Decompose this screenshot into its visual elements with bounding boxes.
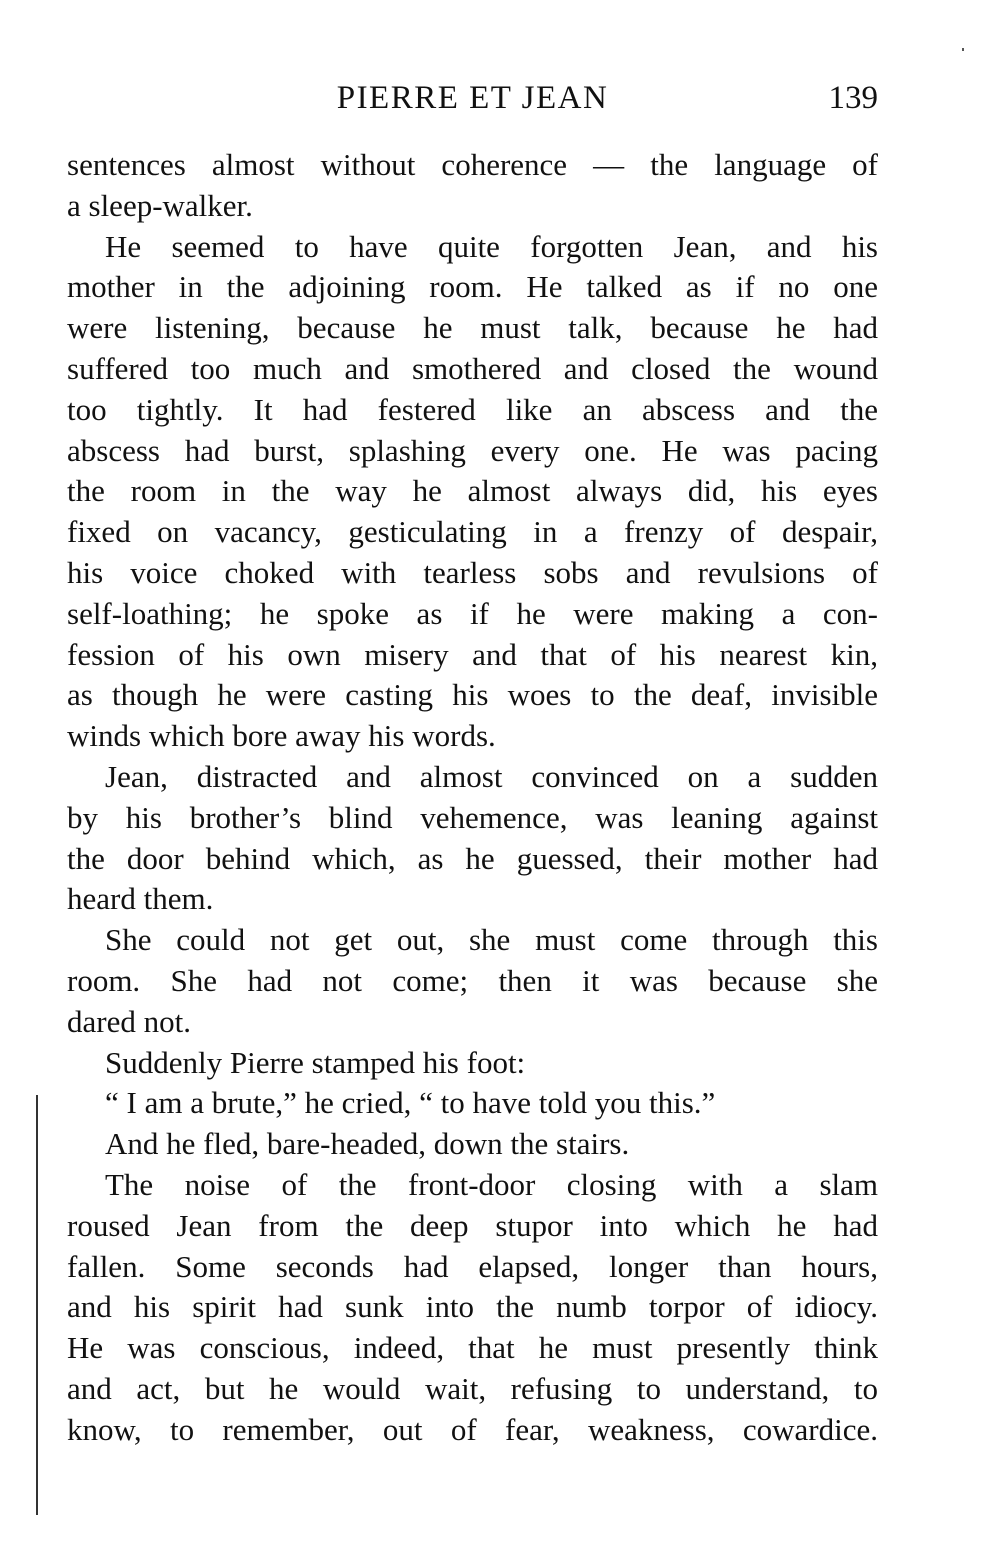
running-head xyxy=(67,72,878,124)
text-line-23: Suddenly Pierre stamped his foot: xyxy=(105,1044,526,1080)
text-line-31: and act, but he would wait, refusing to understand, to xyxy=(67,1370,878,1406)
text-line-3: He seemed to have quite forgotten Jean, and his xyxy=(105,228,878,264)
text-line-12: self-loathing; he spoke as if he were making a con- xyxy=(67,595,878,631)
text-line-4: mother in the adjoining room. He talked as if no one xyxy=(67,269,878,305)
text-line-5: were listening, because he must talk, because he had xyxy=(67,310,878,346)
text-line-14: as though he were casting his woes to the deaf, invisible xyxy=(67,677,878,713)
margin-rule xyxy=(36,1095,38,1515)
text-line-1: sentences almost without coherence — the language of xyxy=(67,147,878,182)
text-line-25: And he fled, bare-headed, down the stairs. xyxy=(105,1126,630,1162)
text-line-8: abscess had burst, splashing every one. He was pacing xyxy=(67,432,878,468)
text-line-26: The noise of the front-door closing with a slam xyxy=(105,1166,878,1202)
text-line-22: dared not. xyxy=(67,1003,191,1039)
text-line-30: He was conscious, indeed, that he must presently think xyxy=(67,1330,878,1366)
text-line-28: fallen. Some seconds had elapsed, longer than hours, xyxy=(67,1248,878,1284)
page-number: 139 xyxy=(828,80,878,116)
text-line-15: winds which bore away his words. xyxy=(67,718,496,754)
text-line-18: the door behind which, as he guessed, their mother had xyxy=(67,840,878,876)
scan-speck xyxy=(962,48,964,51)
text-line-11: his voice choked with tearless sobs and revulsions of xyxy=(67,554,878,590)
text-line-10: fixed on vacancy, gesticulating in a frenzy of despair, xyxy=(67,514,878,550)
text-line-27: roused Jean from the deep stupor into which he had xyxy=(67,1207,878,1243)
text-line-6: suffered too much and smothered and closed the wound xyxy=(67,350,878,386)
text-line-17: by his brother’s blind vehemence, was leaning against xyxy=(67,799,878,835)
text-line-21: room. She had not come; then it was because she xyxy=(67,962,878,998)
text-line-20: She could not get out, she must come through this xyxy=(105,922,878,958)
text-line-16: Jean, distracted and almost convinced on a sudden xyxy=(105,758,878,794)
text-line-13: fession of his own misery and that of his nearest kin, xyxy=(67,636,878,672)
text-line-32: know, to remember, out of fear, weakness, cowardice. xyxy=(67,1411,878,1447)
text-line-2: a sleep-walker. xyxy=(67,187,253,223)
body-text xyxy=(67,145,878,1451)
text-line-19: heard them. xyxy=(67,881,214,917)
text-line-7: too tightly. It had festered like an abscess and the xyxy=(67,391,878,427)
running-title: PIERRE ET JEAN xyxy=(336,80,609,116)
text-line-9: the room in the way he almost always did, his eyes xyxy=(67,473,878,509)
text-line-29: and his spirit had sunk into the numb torpor of idiocy. xyxy=(67,1289,878,1325)
text-line-24: “ I am a brute,” he cried, “ to have told you this.” xyxy=(105,1085,716,1121)
